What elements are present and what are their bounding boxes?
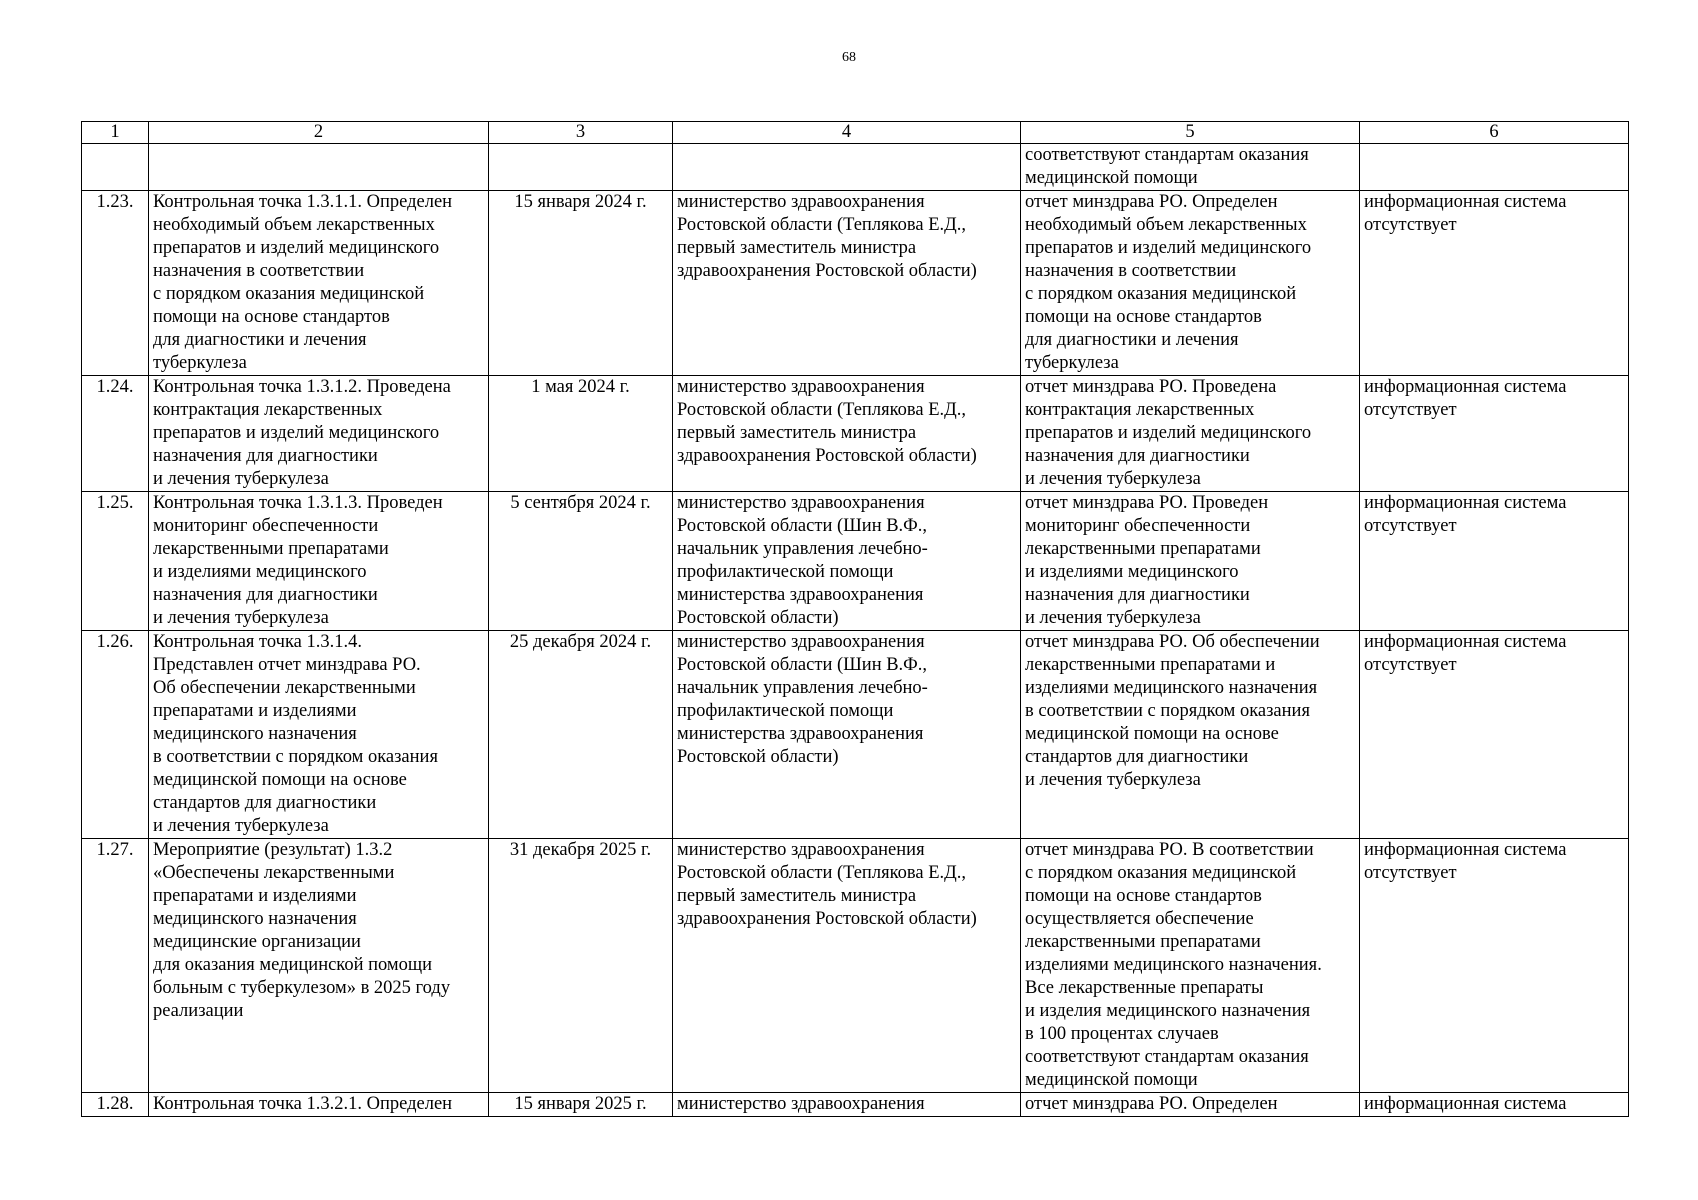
column-header-6: 6 (1360, 122, 1629, 144)
result-cell: отчет минздрава РО. Проведен мониторинг обеспеченности лекарственными препаратами и изделиями медицинского назначения для диагностики и лечения туберкулеза (1021, 492, 1360, 631)
row-number: 1.23. (82, 191, 149, 376)
row-number: 1.26. (82, 631, 149, 839)
result-cell: отчет минздрава РО. Об обеспечении лекарственными препаратами и изделиями медицинского назначения в соответствии с порядком оказания медицинской помощи на основе стандартов для диагностики и лечения туберкулеза (1021, 631, 1360, 839)
date-cell: 15 января 2024 г. (489, 191, 673, 376)
table-row (82, 492, 1629, 631)
date-cell: 25 декабря 2024 г. (489, 631, 673, 839)
column-header-1: 1 (82, 122, 149, 144)
page-number: 68 (842, 50, 856, 65)
table-row (82, 144, 1629, 191)
date-cell (489, 144, 673, 191)
table-row (82, 191, 1629, 376)
table-row (82, 1093, 1629, 1117)
event-cell (149, 144, 489, 191)
responsible-cell: министерство здравоохранения Ростовской области (Теплякова Е.Д., первый заместитель министра здравоохранения Ростовской области) (673, 376, 1021, 492)
column-header-3: 3 (489, 122, 673, 144)
event-cell: Контрольная точка 1.3.2.1. Определен (149, 1093, 489, 1117)
event-cell: Контрольная точка 1.3.1.4. Представлен отчет минздрава РО. Об обеспечении лекарственными препаратами и изделиями медицинского назначения в соответствии с порядком оказания медицинской помощи на основе стандартов для диагностики и лечения туберкулеза (149, 631, 489, 839)
row-number: 1.27. (82, 839, 149, 1093)
date-cell: 1 мая 2024 г. (489, 376, 673, 492)
result-cell: отчет минздрава РО. В соответствии с порядком оказания медицинской помощи на основе стандартов осуществляется обеспечение лекарственными препаратами изделиями медицинского назначения. Все лекарственные препараты и изделия медицинского назначения в 100 процентах случаев соответствуют стандартам оказания медицинской помощи (1021, 839, 1360, 1093)
row-number: 1.25. (82, 492, 149, 631)
responsible-cell (673, 144, 1021, 191)
table-row (82, 376, 1629, 492)
table-row (82, 839, 1629, 1093)
result-cell: отчет минздрава РО. Проведена контрактация лекарственных препаратов и изделий медицинского назначения для диагностики и лечения туберкулеза (1021, 376, 1360, 492)
responsible-cell: министерство здравоохранения Ростовской области (Теплякова Е.Д., первый заместитель министра здравоохранения Ростовской области) (673, 191, 1021, 376)
row-number: 1.24. (82, 376, 149, 492)
info-system-cell: информационная система отсутствует (1360, 376, 1629, 492)
info-system-cell: информационная система отсутствует (1360, 191, 1629, 376)
info-system-cell: информационная система отсутствует (1360, 839, 1629, 1093)
responsible-cell: министерство здравоохранения Ростовской области (Теплякова Е.Д., первый заместитель министра здравоохранения Ростовской области) (673, 839, 1021, 1093)
column-number-row (82, 122, 1629, 144)
info-system-cell: информационная система отсутствует (1360, 631, 1629, 839)
info-system-cell (1360, 144, 1629, 191)
column-header-5: 5 (1021, 122, 1360, 144)
date-cell: 5 сентября 2024 г. (489, 492, 673, 631)
event-cell: Контрольная точка 1.3.1.1. Определен необходимый объем лекарственных препаратов и изделий медицинского назначения в соответствии с порядком оказания медицинской помощи на основе стандартов для диагностики и лечения туберкулеза (149, 191, 489, 376)
event-cell: Контрольная точка 1.3.1.2. Проведена контрактация лекарственных препаратов и изделий медицинского назначения для диагностики и лечения туберкулеза (149, 376, 489, 492)
responsible-cell: министерство здравоохранения Ростовской области (Шин В.Ф., начальник управления лечебно- профилактической помощи министерства здравоохранения Ростовской области) (673, 492, 1021, 631)
date-cell: 15 января 2025 г. (489, 1093, 673, 1117)
responsible-cell: министерство здравоохранения (673, 1093, 1021, 1117)
info-system-cell: информационная система отсутствует (1360, 492, 1629, 631)
column-header-2: 2 (149, 122, 489, 144)
row-number (82, 144, 149, 191)
row-number: 1.28. (82, 1093, 149, 1117)
result-cell: соответствуют стандартам оказания медицинской помощи (1021, 144, 1360, 191)
result-cell: отчет минздрава РО. Определен необходимый объем лекарственных препаратов и изделий медицинского назначения в соответствии с порядком оказания медицинской помощи на основе стандартов для диагностики и лечения туберкулеза (1021, 191, 1360, 376)
table-row (82, 631, 1629, 839)
event-cell: Мероприятие (результат) 1.3.2 «Обеспечены лекарственными препаратами и изделиями медицинского назначения медицинские организации для оказания медицинской помощи больным с туберкулезом» в 2025 году реализации (149, 839, 489, 1093)
result-cell: отчет минздрава РО. Определен (1021, 1093, 1360, 1117)
plan-table (81, 121, 1629, 1117)
date-cell: 31 декабря 2025 г. (489, 839, 673, 1093)
info-system-cell: информационная система (1360, 1093, 1629, 1117)
column-header-4: 4 (673, 122, 1021, 144)
event-cell: Контрольная точка 1.3.1.3. Проведен мониторинг обеспеченности лекарственными препаратами и изделиями медицинского назначения для диагностики и лечения туберкулеза (149, 492, 489, 631)
responsible-cell: министерство здравоохранения Ростовской области (Шин В.Ф., начальник управления лечебно- профилактической помощи министерства здравоохранения Ростовской области) (673, 631, 1021, 839)
